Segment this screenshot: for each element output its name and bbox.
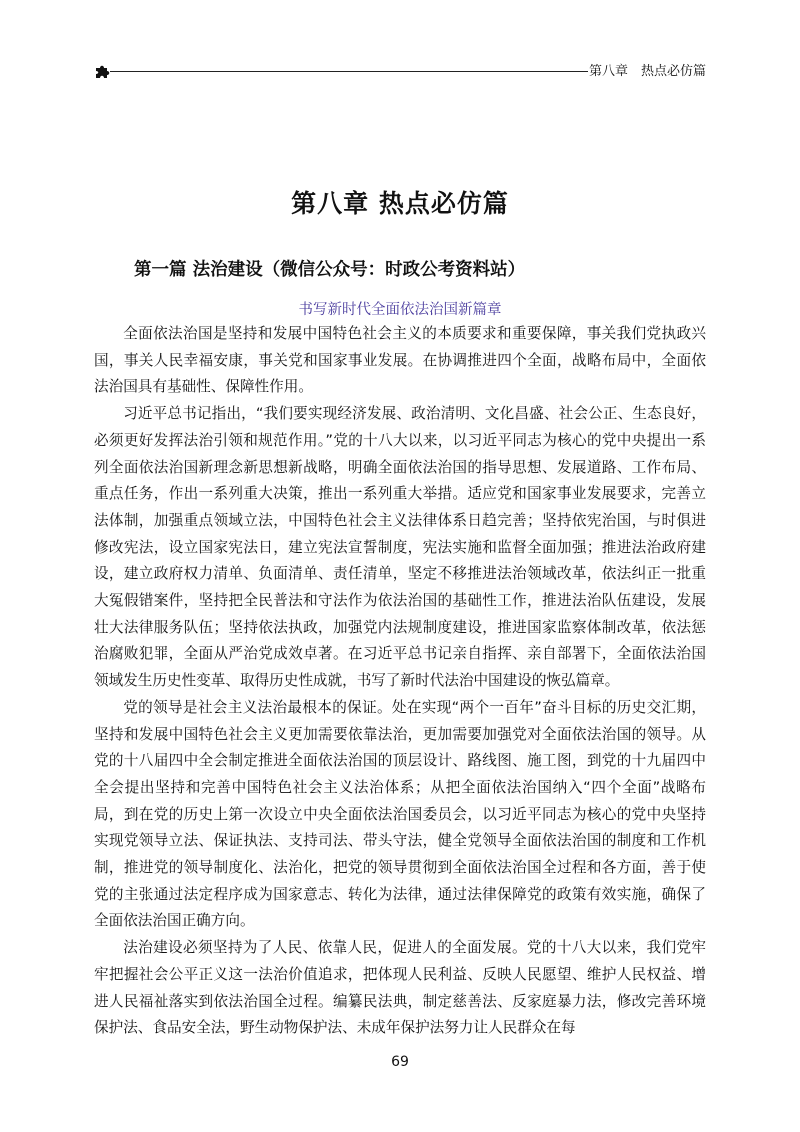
running-title: 第八章 热点必仿篇: [588, 64, 706, 79]
paragraph: 党的领导是社会主义法治最根本的保证。处在实现“两个一百年”奋斗目标的历史交汇期，坚持和发展中国特色社会主义更加需要依靠法治，更加需要加强党对全面依法治国的领导。从党的十八届四中全会制定推进全面依法治国的顶层设计、路线图、施工图，到党的十九届四中全会提出坚持和完善中国特色社会主义法治体系；从把全面依法治国纳入“四个全面”战略布局，到在党的历史上第一次设立中央全面依法治国委员会，以习近平同志为核心的党中央坚持实现党领导立法、保证执法、支持司法、带头守法，健全党领导全面依法治国的制度和工作机制，推进党的领导制度化、法治化，把党的领导贯彻到全面依法治国全过程和各方面，善于使党的主张通过法定程序成为国家意志、转化为法律，通过法律保障党的政策有效实施，确保了全面依法治国正确方向。: [94, 698, 706, 930]
article-title: 书写新时代全面依法治国新篇章: [298, 302, 502, 318]
paragraph: 法治建设必须坚持为了人民、依靠人民，促进人的全面发展。党的十八大以来，我们党牢牢把握社会公平正义这一法治价值追求，把体现人民利益、反映人民愿望、维护人民权益、增进人民福祉落实到依法治国全过程。编纂民法典，制定慈善法、反家庭暴力法，修改完善环境保护法、食品安全法，野生动物保护法、未成年保护法努力让人民群众在每: [94, 939, 706, 1037]
running-header: [94, 62, 706, 82]
paragraph: 习近平总书记指出，“我们要实现经济发展、政治清明、文化昌盛、社会公正、生态良好，必须更好发挥法治引领和规范作用。”党的十八大以来，以习近平同志为核心的党中央提出一系列全面依法治国新理念新思想新战略，明确全面依法治国的指导思想、发展道路、工作布局、重点任务，作出一系列重大决策，推出一系列重大举措。适应党和国家事业发展要求，完善立法体制，加强重点领域立法，中国特色社会主义法律体系日趋完善；坚持依宪治国，与时俱进修改宪法，设立国家宪法日，建立宪法宣誓制度，宪法实施和监督全面加强；推进法治政府建设，建立政府权力清单、负面清单、责任清单，坚定不移推进法治领域改革，依法纠正一批重大冤假错案件，坚持把全民普法和守法作为依法治国的基础性工作，推进法治队伍建设，发展壮大法律服务队伍；坚持依法执政，加强党内法规制度建设，推进国家监察体制改革，依法惩治腐败犯罪，全面从严治党成效卓著。在习近平总书记亲自指挥、亲自部署下，全面依法治国领域发生历史性变革、取得历史性成就，书写了新时代法治中国建设的恢弘篇章。: [94, 405, 706, 690]
chapter-title: 第八章 热点必仿篇: [291, 189, 509, 218]
article-body: [94, 321, 706, 1042]
section-title: 第一篇 法治建设（微信公众号：时政公考资料站）: [134, 260, 526, 280]
page-number: 69: [391, 1054, 409, 1070]
paragraph: 全面依法治国是坚持和发展中国特色社会主义的本质要求和重要保障，事关我们党执政兴国，事关人民幸福安康，事关党和国家事业发展。在协调推进四个全面，战略布局中，全面依法治国具有基础性、保障性作用。: [94, 325, 706, 396]
puzzle-piece-icon: [94, 63, 112, 81]
header-rule: [110, 71, 588, 72]
